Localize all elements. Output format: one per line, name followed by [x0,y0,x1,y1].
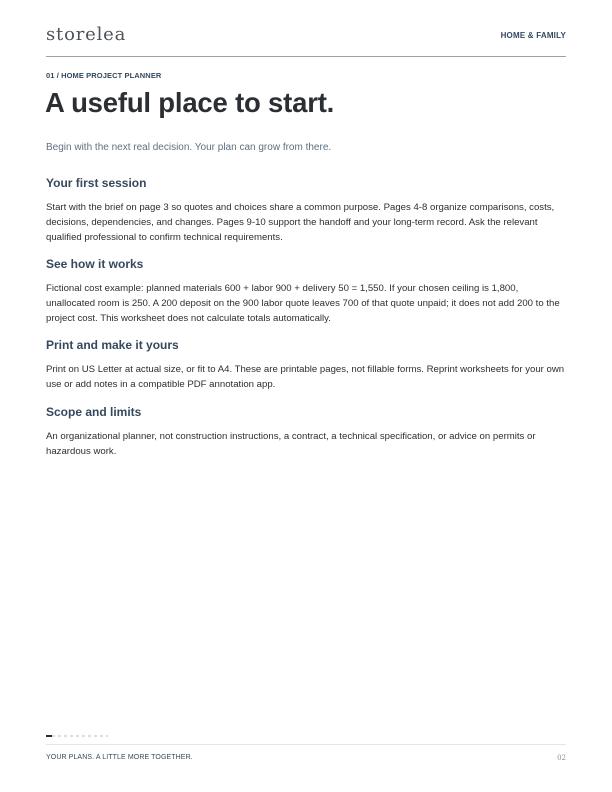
page-progress-bar [46,735,108,737]
page-progress-fill [46,735,52,737]
section-scope [46,405,566,459]
section-body: Print on US Letter at actual size, or fit to A4. These are printable pages, not fillable forms. Reprint worksheets for your own use or add notes in a compatible PDF annotation app. [46,364,565,390]
footer-divider [46,744,566,745]
footer-tagline: YOUR PLANS. A LITTLE MORE TOGETHER. [46,754,193,761]
section-print [46,338,566,392]
section-body: Start with the brief on page 3 so quotes and choices share a common purpose. Pages 4-8 organize comparisons, costs, decisions, dependencies, and changes. Pages 9-10 support the handoff and your long-term record. Ask the relevant qualified professional to confirm technical requirements. [46,202,555,243]
header-divider [46,56,566,57]
section-heading: Your first session [46,176,147,190]
section-heading: See how it works [46,257,144,271]
section-heading: Scope and limits [46,405,142,419]
brand-logo: storelea [46,24,127,45]
intro-text: Begin with the next real decision. Your plan can grow from there. [46,142,332,153]
section-how-it-works [46,257,566,326]
page-title: A useful place to start. [45,87,335,118]
page-number: 02 [557,754,566,762]
section-body: Fictional cost example: planned materials 600 + labor 900 + delivery 50 = 1,550. If your chosen ceiling is 1,800, unallocated room is 250. A 200 deposit on the 900 labor quote leaves 700 of that quote unpaid; it does not add 200 to the project cost. This worksheet does not calculate totals automatically. [46,283,560,324]
section-first-session [46,176,566,245]
category-label: HOME & FAMILY [500,31,566,40]
eyebrow-label: 01 / HOME PROJECT PLANNER [46,71,162,80]
section-body: An organizational planner, not construction instructions, a contract, a technical specification, or advice on permits or hazardous work. [46,431,536,457]
section-heading: Print and make it yours [46,338,179,352]
